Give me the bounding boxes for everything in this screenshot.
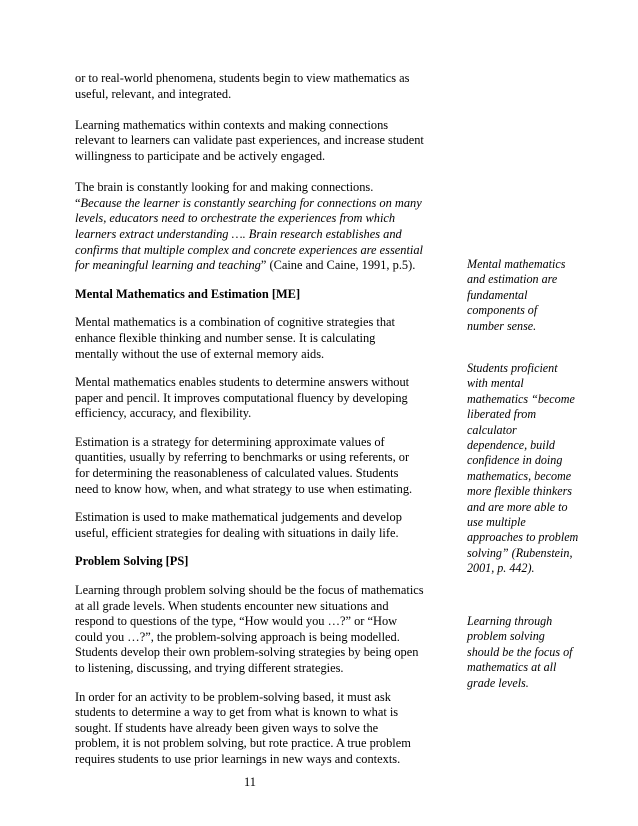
margin-note-rubenstein-quote [467,361,595,577]
caine-quote: Because the learner is constantly searching for connections on many levels, educators need to orchestrate the experiences from which learners extract understanding …. Brain research establishes and confirms that multiple complex and concrete experiences are essential for meaningful learning and teaching [75,195,423,273]
paragraph-estimation-definition: Estimation is a strategy for determining approximate values of quantities, usually by referring to benchmarks or using referents, or for determining the reasonableness of calculated values. Students need to know how, when, and what strategy to use when estimating. [75,434,413,496]
margin-note-text: Students proficient with mental mathematics “become liberated from calculator dependence, build confidence in doing mathematics, become more flexible thinkers and are more able to use multiple approaches to problem solving” (Rubenstein, 2001, p. 442). [467,361,579,576]
section-heading-mental-math: Mental Mathematics and Estimation [ME] [75,286,301,301]
margin-note-number-sense [467,257,595,334]
page-number: 11 [244,775,256,789]
paragraph-contexts: Learning mathematics within contexts and making connections relevant to learners can validate past experiences, and increase student willingness to participate and be actively engaged. [75,117,424,163]
main-text-column [75,71,437,768]
margin-note-problem-solving [467,614,595,691]
paragraph-brain-connections [75,180,437,274]
section-heading-problem-solving: Problem Solving [PS] [75,554,189,569]
caine-citation: ” (Caine and Caine, 1991, p.5). [260,258,416,273]
paragraph-mental-math-definition: Mental mathematics is a combination of cognitive strategies that enhance flexible thinking and number sense. It is calculating mentally without the use of external memory aids. [75,315,396,361]
margin-note-text: Learning through problem solving should be the focus of mathematics at all grade levels. [467,614,573,690]
paragraph-estimation-use: Estimation is used to make mathematical judgements and develop useful, efficient strategies for dealing with situations in daily life. [75,510,402,540]
paragraph-real-world: or to real-world phenomena, students begin to view mathematics as useful, relevant, and integrated. [75,71,410,101]
margin-note-text: Mental mathematics and estimation are fundamental components of number sense. [467,257,566,333]
paragraph-problem-solving-focus: Learning through problem solving should be the focus of mathematics at all grade levels. When students encounter new situations and respond to questions of the type, “How would you …?” or “How could you …?”, the problem-solving approach is being modelled. Students develop their own problem-solving strategies by being open to listening, discussing, and trying different strategies. [75,583,424,675]
paragraph-mental-math-benefits: Mental mathematics enables students to determine answers without paper and pencil. It improves computational fluency by developing efficiency, accuracy, and flexibility. [75,375,410,421]
paragraph-problem-solving-based: In order for an activity to be problem-solving based, it must ask students to determine a way to get from what is known to what is sought. If students have already been given ways to solve the problem, it is not problem solving, but rote practice. A true problem requires students to use prior learnings in new ways and contexts. [75,689,411,766]
brain-intro-text: The brain is constantly looking for and making connections. “ [75,180,374,210]
